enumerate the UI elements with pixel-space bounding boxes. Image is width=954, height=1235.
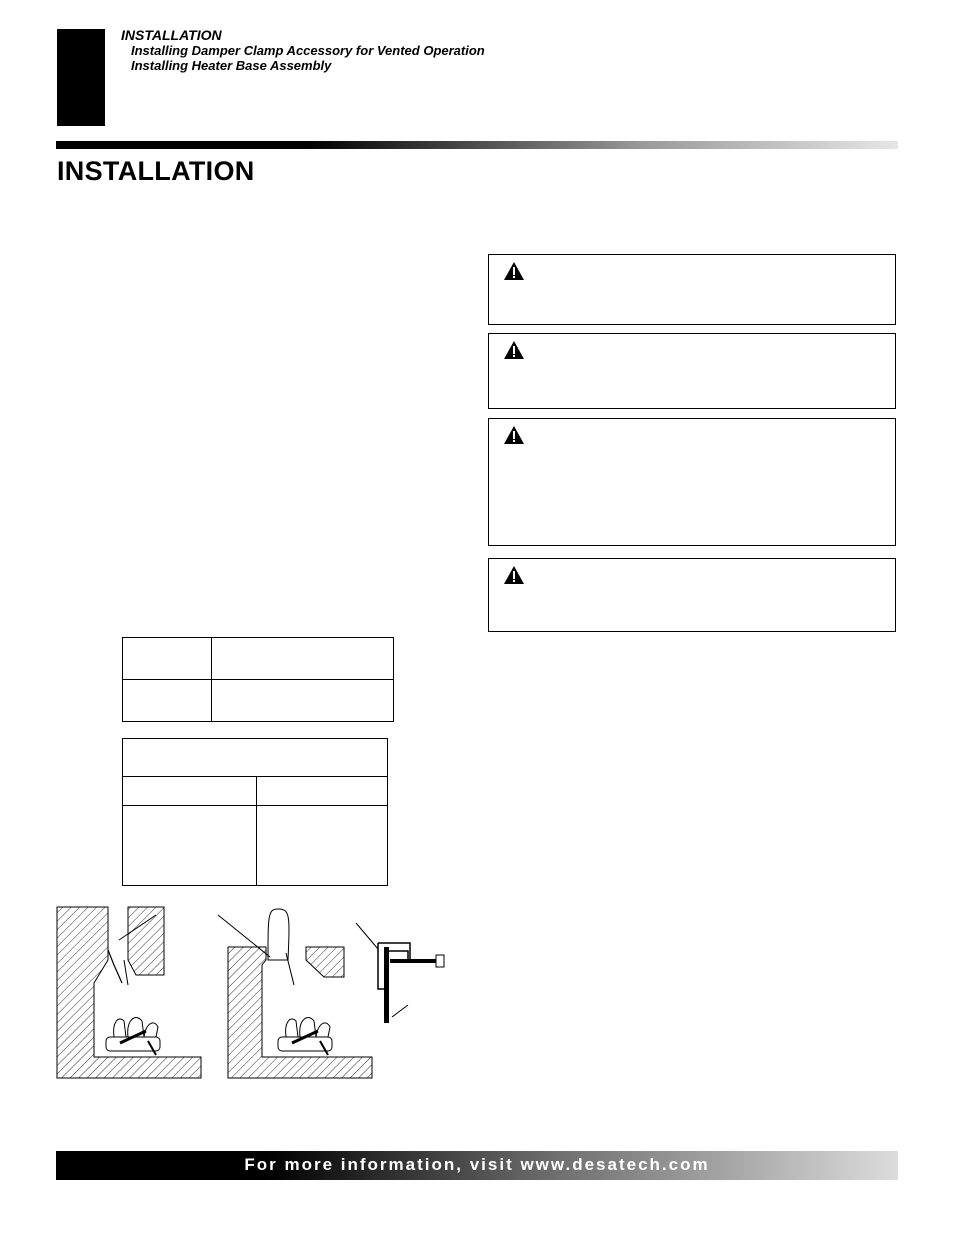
table-cell (257, 777, 388, 806)
section-tab (57, 29, 105, 126)
table-header-cell (123, 739, 388, 777)
header-divider (56, 141, 898, 149)
table-cell (123, 806, 257, 886)
header-subtitle-1: Installing Damper Clamp Accessory for Vented Operation (131, 43, 485, 58)
table-cell (123, 638, 212, 680)
table-cell (257, 806, 388, 886)
page-title: INSTALLATION (57, 156, 255, 186)
table-cell (123, 680, 212, 722)
fireplace-damper-illustration (56, 905, 456, 1080)
table-cell (212, 638, 394, 680)
warning-box-4 (488, 558, 896, 632)
footer-website-text: For more information, visit www.desatech.com (244, 1155, 710, 1174)
running-header (121, 28, 485, 73)
damper-clamp-figure (356, 923, 444, 1023)
warning-box-2 (488, 333, 896, 409)
warning-box-3 (488, 418, 896, 546)
fireplace-figure-left (57, 907, 201, 1078)
header-section-title: INSTALLATION (121, 27, 222, 43)
spec-table-2 (122, 738, 388, 886)
fireplace-figure-middle (218, 909, 372, 1078)
table-cell (212, 680, 394, 722)
warning-triangle-icon (503, 565, 525, 585)
warning-box-1 (488, 254, 896, 325)
footer-bar (56, 1151, 898, 1180)
warning-triangle-icon (503, 261, 525, 281)
warning-triangle-icon (503, 340, 525, 360)
warning-triangle-icon (503, 425, 525, 445)
table-cell (123, 777, 257, 806)
spec-table-1 (122, 637, 394, 722)
header-subtitle-2: Installing Heater Base Assembly (131, 58, 332, 73)
